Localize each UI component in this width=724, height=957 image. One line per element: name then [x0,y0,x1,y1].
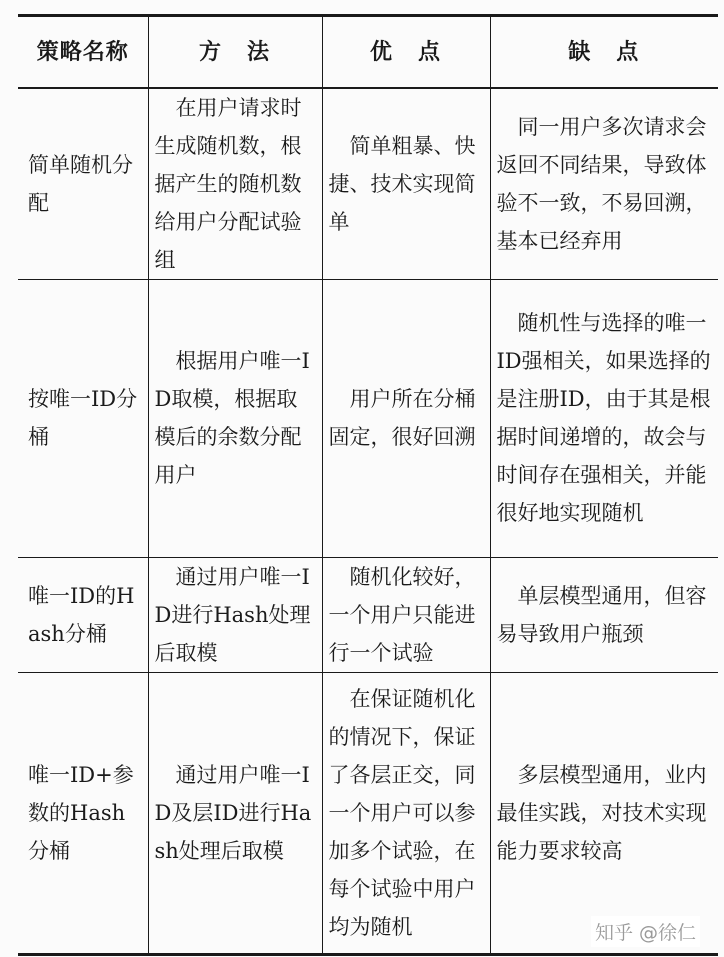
method-cell [148,557,322,672]
method-text: 在用户请求时生成随机数，根据产生的随机数给用户分配试验组 [154,95,302,272]
strategy-name-cell [18,672,148,954]
header-cons: 缺 点 [490,16,718,88]
pros-cell [322,279,490,557]
strategy-name: 按唯一ID分桶 [28,387,138,449]
method-cell [148,88,322,280]
strategy-name: 简单随机分配 [28,152,133,215]
table-header-row [18,16,718,88]
cons-cell [490,672,718,954]
pros-text: 用户所在分桶固定，很好回溯 [328,387,476,449]
cons-text: 同一用户多次请求会返回不同结果，导致体验不一致，不易回溯，基本已经弃用 [496,114,707,253]
strategy-name-cell [18,557,148,672]
table-row [18,672,718,954]
pros-cell [322,557,490,672]
table-row [18,279,718,557]
strategy-name-cell [18,279,148,557]
method-cell [148,279,322,557]
header-method: 方 法 [148,16,322,88]
cons-text: 多层模型通用，业内最佳实践，对技术实现能力要求较高 [496,762,707,863]
pros-text: 简单粗暴、快捷、技术实现简单 [328,133,476,234]
pros-text: 在保证随机化的情况下，保证了各层正交，同一个用户可以参加多个试验，在每个试验中用户均为随机 [328,686,476,939]
header-pros: 优 点 [322,16,490,88]
strategy-comparison-table [18,14,718,956]
strategy-name: 唯一ID+参数的Hash分桶 [28,762,134,863]
cons-text: 随机性与选择的唯一ID强相关，如果选择的是注册ID，由于其是根据时间递增的，故会与时间存在强相关，并能很好地实现随机 [496,311,711,525]
pros-cell [322,88,490,280]
method-cell [148,672,322,954]
header-strategy-name: 策略名称 [36,38,129,65]
table-row [18,88,718,280]
cons-cell [490,557,718,672]
cons-text: 单层模型通用，但容易导致用户瓶颈 [496,583,707,646]
method-text: 通过用户唯一ID及层ID进行Hash处理后取模 [154,762,312,863]
cons-cell [490,279,718,557]
table-row [18,557,718,672]
method-text: 通过用户唯一ID进行Hash处理后取模 [154,564,311,665]
pros-cell [322,672,490,954]
method-text: 根据用户唯一ID取模，根据取模后的余数分配用户 [154,349,310,487]
strategy-name: 唯一ID的Hash分桶 [28,583,135,646]
cons-cell [490,88,718,280]
pros-text: 随机化较好，一个用户只能进行一个试验 [328,564,476,665]
strategy-name-cell [18,88,148,280]
watermark-text: 知乎 @徐仁 [591,916,700,947]
